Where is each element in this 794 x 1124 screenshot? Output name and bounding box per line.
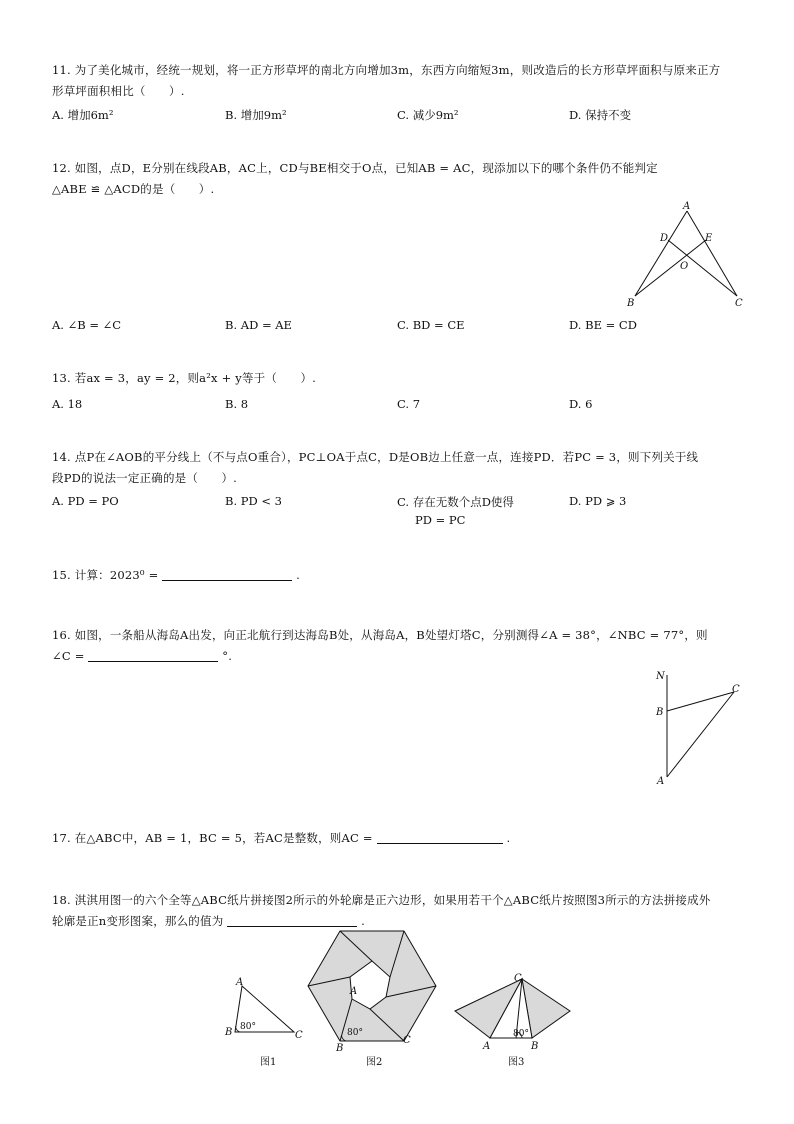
question-14-line2: 段PD的说法一定正确的是（ ）. [52, 471, 238, 485]
fig2-angle: 80° [347, 1028, 363, 1038]
q14-option-c-line1: C. 存在无数个点D使得 [397, 495, 514, 509]
q11-option-c[interactable]: C. 减少9m² [397, 108, 459, 122]
question-12-line1: 12. 如图，点D，E分别在线段AB，AC上，CD与BE相交于O点，已知AB = AC，现添加以下的哪个条件仍不能判定 [52, 161, 658, 175]
answer-blank-16[interactable] [88, 648, 218, 662]
answer-blank-17[interactable] [377, 830, 503, 844]
question-15: 15. 计算：2023⁰ = . [52, 568, 300, 582]
q12-option-c[interactable]: C. BD = CE [397, 318, 465, 332]
q12-option-d[interactable]: D. BE = CD [569, 318, 637, 332]
q13-option-a[interactable]: A. 18 [52, 397, 83, 411]
q14-option-a[interactable]: A. PD = PO [52, 494, 119, 508]
q14-option-c[interactable] [397, 494, 514, 527]
label-e: E [705, 233, 713, 244]
question-14 [52, 447, 752, 489]
question-16-line1: 16. 如图，一条船从海岛A出发，向正北航行到达海岛B处，从海岛A，B处望灯塔C，分别测得∠A = 38°，∠NBC = 77°，则 [52, 628, 708, 642]
figure-3-polygon [450, 967, 575, 1052]
answer-blank-15[interactable] [162, 567, 292, 581]
lighthouse-figure [650, 665, 750, 790]
question-17: 17. 在△ABC中，AB = 1，BC = 5，若AC是整数，则AC = . [52, 831, 511, 845]
label-b: B [627, 298, 635, 309]
question-13 [52, 368, 752, 389]
fig3-angle: 80° [513, 1029, 529, 1039]
fig3-label-a: A [483, 1041, 491, 1052]
label-a: A [683, 201, 691, 212]
label-o: O [680, 261, 689, 272]
question-13-line1: 13. 若ax = 3，ay = 2，则a²x + y等于（ ）. [52, 371, 317, 385]
q11-option-d[interactable]: D. 保持不变 [569, 108, 632, 122]
fig2-label-b: B [336, 1043, 344, 1054]
fig2-label-c: C [403, 1035, 411, 1046]
fig1-label-a: A [236, 977, 244, 988]
q14-option-d[interactable]: D. PD ⩾ 3 [569, 494, 627, 508]
q12-option-a[interactable]: A. ∠B = ∠C [52, 318, 122, 332]
q11-option-b[interactable]: B. 增加9m² [225, 108, 287, 122]
fig1-angle: 80° [240, 1022, 256, 1032]
label-a: A [657, 776, 665, 787]
q13-option-b[interactable]: B. 8 [225, 397, 249, 411]
question-16 [52, 625, 752, 667]
q13-option-c[interactable]: C. 7 [397, 397, 421, 411]
q14-option-c-line2: PD = PC [415, 513, 466, 527]
question-12-line2: △ABE ≌ △ACD的是（ ）. [52, 182, 215, 196]
figure-3-caption: 图3 [508, 1057, 525, 1068]
fig3-label-c: C [514, 973, 522, 984]
figure-2-caption: 图2 [366, 1057, 383, 1068]
label-d: D [660, 233, 669, 244]
question-18 [52, 890, 752, 932]
triangle-abc-figure [620, 198, 750, 313]
label-n: N [656, 671, 665, 682]
label-c: C [735, 298, 743, 309]
question-11 [52, 60, 752, 102]
figure-1-triangle [222, 972, 312, 1047]
question-16-line2: ∠C = °. [52, 649, 233, 663]
label-b: B [656, 707, 664, 718]
question-11-line1: 11. 为了美化城市，经统一规划，将一正方形草坪的南北方向增加3m，东西方向缩短3m，则改造后的长方形草坪面积与原来正方 [52, 63, 721, 77]
fig2-label-a: A [350, 986, 358, 997]
fig1-label-c: C [295, 1030, 303, 1041]
answer-blank-18[interactable] [227, 913, 357, 927]
q11-option-a[interactable]: A. 增加6m² [52, 108, 114, 122]
q12-option-b[interactable]: B. AD = AE [225, 318, 292, 332]
figure-2-hexagon [302, 927, 442, 1055]
question-12 [52, 158, 752, 200]
question-11-line2: 形草坪面积相比（ ）. [52, 84, 185, 98]
fig1-label-b: B [225, 1027, 233, 1038]
question-14-line1: 14. 点P在∠AOB的平分线上（不与点O重合），PC⊥OA于点C，D是OB边上任意一点，连接PD．若PC = 3，则下列关于线 [52, 450, 699, 464]
question-18-line1: 18. 淇淇用图一的六个全等△ABC纸片拼接图2所示的外轮廓是正六边形，如果用若干个△ABC纸片按照图3所示的方法拼接成外 [52, 893, 711, 907]
fig3-label-b: B [531, 1041, 539, 1052]
q13-option-d[interactable]: D. 6 [569, 397, 593, 411]
q14-option-b[interactable]: B. PD < 3 [225, 494, 282, 508]
figure-1-caption: 图1 [260, 1057, 277, 1068]
question-18-line2: 轮廓是正n变形图案，那么的值为 . [52, 914, 365, 928]
label-c: C [732, 684, 740, 695]
